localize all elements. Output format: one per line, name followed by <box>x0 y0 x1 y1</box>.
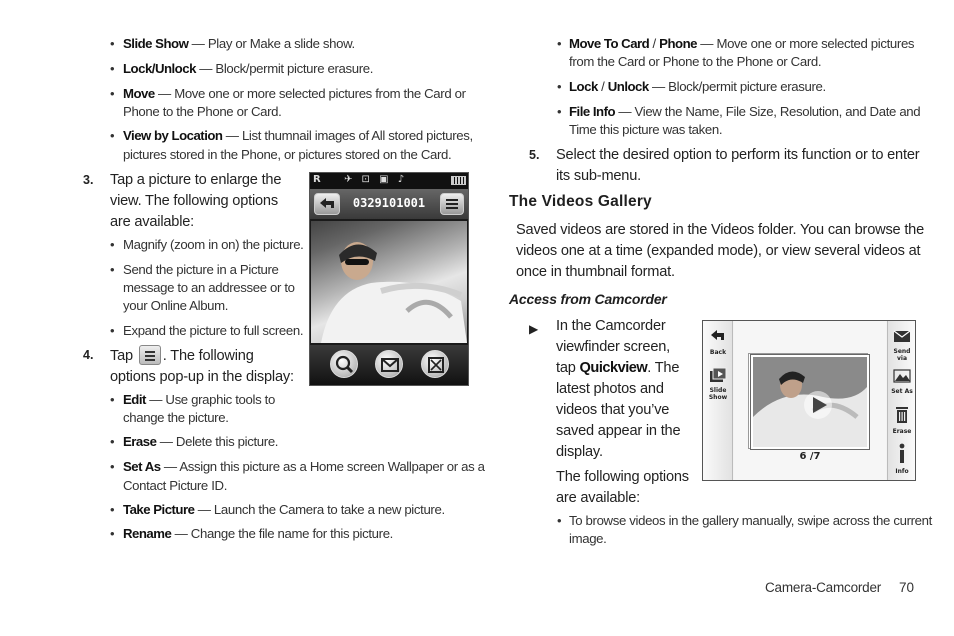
back-button[interactable] <box>705 327 731 359</box>
option-edit-line2: change the picture. <box>123 410 229 425</box>
show-label: Show <box>708 394 728 401</box>
bullet: • <box>110 434 115 449</box>
following-line1: The following options <box>556 469 689 485</box>
option-lock-unlock-2: Lock / Unlock — Block/permit picture erasure. <box>569 79 826 94</box>
set-as-label: Set As <box>891 388 913 395</box>
battery-icon <box>451 176 466 185</box>
step5-text-line1: Select the desired option to perform its function or to enter <box>556 147 920 163</box>
bullet: • <box>557 36 562 51</box>
back-label: Back <box>709 349 727 356</box>
step3-text-line2: view. The following options <box>110 193 278 209</box>
step-number: 3. <box>83 173 94 187</box>
menu-icon <box>139 345 161 365</box>
zoom-button[interactable] <box>330 350 358 378</box>
camcorder-screenshot <box>702 320 916 481</box>
step-number: 4. <box>83 348 94 362</box>
slide-show-button[interactable] <box>705 367 731 403</box>
footer-section: Camera-Camcorder <box>765 580 882 595</box>
step3-bullet-magnify: Magnify (zoom in on) the picture. <box>123 237 304 252</box>
option-rename: Rename — Change the file name for this picture. <box>123 526 393 541</box>
info-icon <box>893 443 911 465</box>
access-line6: saved appear in the <box>556 423 681 439</box>
expand-button[interactable] <box>421 350 449 378</box>
bullet: • <box>110 36 115 51</box>
fullscreen-icon <box>422 351 450 379</box>
bullet: • <box>110 237 115 252</box>
option-lock-unlock: Lock/Unlock — Block/permit picture erasure. <box>123 61 374 76</box>
option-take-picture: Take Picture — Launch the Camera to take a new picture. <box>123 502 445 517</box>
list-menu-icon <box>441 194 463 214</box>
access-line7: display. <box>556 444 603 460</box>
step3-bullet-send-l1: Send the picture in a Picture <box>123 262 279 277</box>
step4-text-line1: Tap . The following <box>110 345 254 367</box>
option-slide-show: Slide Show — Play or Make a slide show. <box>123 36 355 51</box>
info-button[interactable] <box>889 443 915 477</box>
access-line1: In the Camcorder <box>556 318 666 334</box>
phone-screenshot <box>309 172 469 386</box>
option-view-by-location-line2: pictures stored in the Phone, or pictures stored on the Card. <box>123 147 452 162</box>
step5-text-line2: its sub-menu. <box>556 168 641 184</box>
bullet: • <box>557 104 562 119</box>
set-as-button[interactable] <box>889 367 915 399</box>
bullet: • <box>110 323 115 338</box>
bullet: • <box>110 61 115 76</box>
picture-title: 0329101001 <box>352 196 426 210</box>
option-move-to-card-phone: Move To Card / Phone — Move one or more selected pictures <box>569 36 915 51</box>
page-number: 70 <box>899 580 915 595</box>
bullet: • <box>557 79 562 94</box>
send-button[interactable] <box>375 350 403 378</box>
send-via-label: Send via <box>893 348 911 362</box>
option-move-to-card-phone-line2: from the Card or Phone to the Phone or Card. <box>569 54 822 69</box>
bullet: • <box>110 86 115 101</box>
access-line5: videos that you’ve <box>556 402 670 418</box>
status-icons: ✈ ⊡ ▣ ♪ <box>344 174 408 185</box>
bullet: • <box>557 513 562 528</box>
following-line2: are available: <box>556 490 641 506</box>
signal-icon: R <box>313 174 321 185</box>
info-label: Info <box>895 468 909 475</box>
send-via-button[interactable] <box>889 327 915 362</box>
magnifier-icon <box>331 351 359 379</box>
option-set-as: Set As — Assign this picture as a Home screen Wallpaper or as a <box>123 459 485 474</box>
swipe-bullet-line1: To browse videos in the gallery manually, swipe across the current <box>569 513 932 528</box>
left-toolbar <box>703 321 733 480</box>
option-set-as-line2: Contact Picture ID. <box>123 478 228 493</box>
video-counter: 6 /7 <box>799 451 821 462</box>
title-bar <box>310 189 468 219</box>
video-preview[interactable] <box>751 355 869 449</box>
swipe-bullet-line2: image. <box>569 531 607 546</box>
erase-button[interactable] <box>889 405 915 437</box>
set-as-icon <box>893 367 911 385</box>
status-bar <box>310 173 468 189</box>
viewer-area <box>734 321 886 480</box>
paragraph-line1: Saved videos are stored in the Videos folder. You can browse the <box>516 222 925 238</box>
arrow-bullet-icon: ▶ <box>529 322 539 336</box>
envelope-icon <box>376 351 404 379</box>
picture-display[interactable] <box>311 221 467 343</box>
trash-icon <box>893 405 911 425</box>
bullet: • <box>110 526 115 541</box>
action-bar <box>310 345 468 385</box>
step3-bullet-send-l3: your Online Album. <box>123 298 229 313</box>
step-number: 5. <box>529 148 540 162</box>
bullet: • <box>110 459 115 474</box>
back-arrow-icon <box>315 194 339 214</box>
option-view-by-location: View by Location — List thumnail images of All stored pictures, <box>123 128 473 143</box>
option-edit: Edit — Use graphic tools to <box>123 392 275 407</box>
envelope-icon <box>893 327 911 345</box>
sub-heading: Access from Camcorder <box>509 291 667 307</box>
slideshow-icon <box>709 367 727 385</box>
bullet: • <box>110 128 115 143</box>
option-move-line2: Phone to the Phone or Card. <box>123 104 282 119</box>
access-line3: tap Quickview. The <box>556 360 680 376</box>
step3-bullet-send-l2: message to an addressee or to <box>123 280 295 295</box>
menu-button[interactable] <box>440 193 464 215</box>
step4-text-line2: options pop-up in the display: <box>110 369 294 385</box>
slide-label: Slide <box>709 387 727 394</box>
back-arrow-icon <box>709 327 727 345</box>
step3-text-line1: Tap a picture to enlarge the <box>110 172 282 188</box>
step3-text-line3: are available: <box>110 214 195 230</box>
bullet: • <box>110 502 115 517</box>
right-toolbar <box>887 321 915 480</box>
paragraph-line3: once in thumbnail format. <box>516 264 675 280</box>
access-line4: latest photos and <box>556 381 664 397</box>
access-line2: viewfinder screen, <box>556 339 671 355</box>
paragraph-line2: videos one at a time (expanded mode), or view several videos at <box>516 243 921 259</box>
option-move: Move — Move one or more selected pictures from the Card or <box>123 86 466 101</box>
video-frame-image <box>753 357 867 447</box>
erase-label: Erase <box>892 428 912 435</box>
back-button[interactable] <box>314 193 340 215</box>
section-heading: The Videos Gallery <box>509 193 652 210</box>
step3-bullet-expand: Expand the picture to full screen. <box>123 323 304 338</box>
option-file-info: File Info — View the Name, File Size, Resolution, and Date and <box>569 104 921 119</box>
option-file-info-line2: Time this picture was taken. <box>569 122 723 137</box>
bullet: • <box>110 262 115 277</box>
option-erase: Erase — Delete this picture. <box>123 434 279 449</box>
bullet: • <box>110 392 115 407</box>
photo-image <box>311 221 467 343</box>
